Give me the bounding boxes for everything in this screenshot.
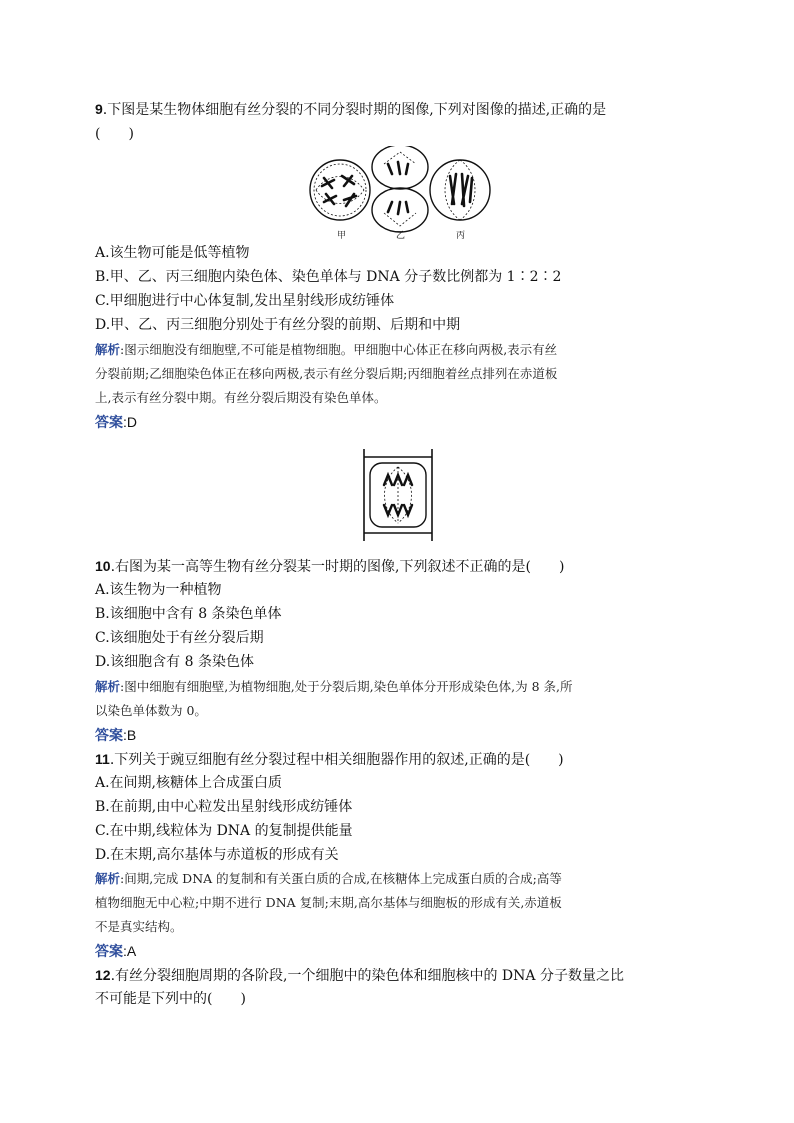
q9-fig-label-bing: 丙 [456, 231, 466, 241]
q9-option-a: A.该生物可能是低等植物 [95, 245, 250, 261]
q11-number: 11 [95, 751, 110, 767]
q10-explain-text-1: :图中细胞有细胞壁,为植物细胞,处于分裂后期,染色单体分开形成染色体,为 8 条,所 [120, 679, 573, 694]
q9-answer-value: :D [123, 414, 137, 430]
q11-answer-value: :A [123, 943, 137, 959]
q9-answer-label: 答案 [95, 414, 123, 430]
q10-option-a: A.该生物为一种植物 [95, 582, 222, 598]
q12-stem-text-1: .有丝分裂细胞周期的各阶段,一个细胞中的染色体和细胞核中的 DNA 分子数量之比 [110, 968, 624, 984]
q12-number: 12 [95, 967, 111, 983]
q10-answer-value: :B [123, 727, 137, 743]
q10-number: 10 [95, 558, 111, 574]
q10-explanation-line-1 [95, 677, 573, 697]
q11-stem-text: .下列关于豌豆细胞有丝分裂过程中相关细胞器作用的叙述,正确的是( ) [109, 752, 564, 768]
q10-answer [95, 725, 136, 746]
q11-option-c: C.在中期,线粒体为 DNA 的复制提供能量 [95, 823, 353, 839]
q11-explanation-line-3: 不是真实结构。 [95, 919, 183, 934]
q9-explanation-line-2: 分裂前期;乙细胞染色体正在移向两极,表示有丝分裂后期;丙细胞着丝点排列在赤道板 [95, 366, 558, 381]
q10-option-b: B.该细胞中含有 8 条染色单体 [95, 606, 282, 622]
q9-option-b: B.甲、乙、丙三细胞内染色体、染色单体与 DNA 分子数比例都为 1∶2∶2 [95, 269, 562, 285]
q11-option-d: D.在末期,高尔基体与赤道板的形成有关 [95, 847, 339, 863]
q10-answer-label: 答案 [95, 727, 123, 743]
q9-stem [95, 99, 606, 120]
q9-answer [95, 412, 137, 433]
q9-explain-text-1: :图示细胞没有细胞壁,不可能是植物细胞。甲细胞中心体正在移向两极,表示有丝 [120, 342, 558, 357]
q11-option-a: A.在间期,核糖体上合成蛋白质 [95, 775, 283, 791]
q11-answer-label: 答案 [95, 943, 123, 959]
q10-stem [95, 556, 564, 577]
q9-option-d: D.甲、乙、丙三细胞分别处于有丝分裂的前期、后期和中期 [95, 317, 461, 333]
q10-option-d: D.该细胞含有 8 条染色体 [95, 654, 254, 670]
q9-fig-label-jia: 甲 [337, 231, 347, 241]
q10-explain-label: 解析 [95, 680, 121, 694]
q12-stem-line-2: 不可能是下列中的( ) [95, 991, 246, 1007]
q9-explain-label: 解析 [95, 343, 121, 357]
q11-explanation-line-2: 植物细胞无中心粒;中期不进行 DNA 复制;末期,高尔基体与细胞板的形成有关,赤道板 [95, 895, 562, 910]
q10-option-c: C.该细胞处于有丝分裂后期 [95, 630, 264, 646]
q11-option-b: B.在前期,由中心粒发出星射线形成纺锤体 [95, 799, 353, 815]
q9-explanation-line-3: 上,表示有丝分裂中期。有丝分裂后期没有染色单体。 [95, 390, 387, 405]
q12-stem-line-1 [95, 965, 624, 986]
q11-explain-label: 解析 [95, 872, 121, 886]
q9-number: 9 [95, 101, 103, 117]
q9-explanation-line-1 [95, 340, 557, 360]
q11-answer [95, 941, 136, 962]
q9-paren: ( ) [95, 126, 134, 142]
q11-explain-text-1: :间期,完成 DNA 的复制和有关蛋白质的合成,在核糖体上完成蛋白质的合成;高等 [120, 871, 562, 886]
q10-explanation-line-2: 以染色单体数为 0。 [95, 703, 207, 718]
q11-explanation-line-1 [95, 869, 562, 889]
q10-plant-cell-figure [358, 447, 438, 543]
q9-stem-text: .下图是某生物体细胞有丝分裂的不同分裂时期的图像,下列对图像的描述,正确的是 [102, 102, 607, 118]
q9-fig-label-yi: 乙 [396, 231, 406, 241]
q11-stem [95, 749, 564, 770]
q10-stem-text: .右图为某一高等生物有丝分裂某一时期的图像,下列叙述不正确的是( ) [110, 559, 565, 575]
q9-option-c: C.甲细胞进行中心体复制,发出星射线形成纺锤体 [95, 293, 395, 309]
